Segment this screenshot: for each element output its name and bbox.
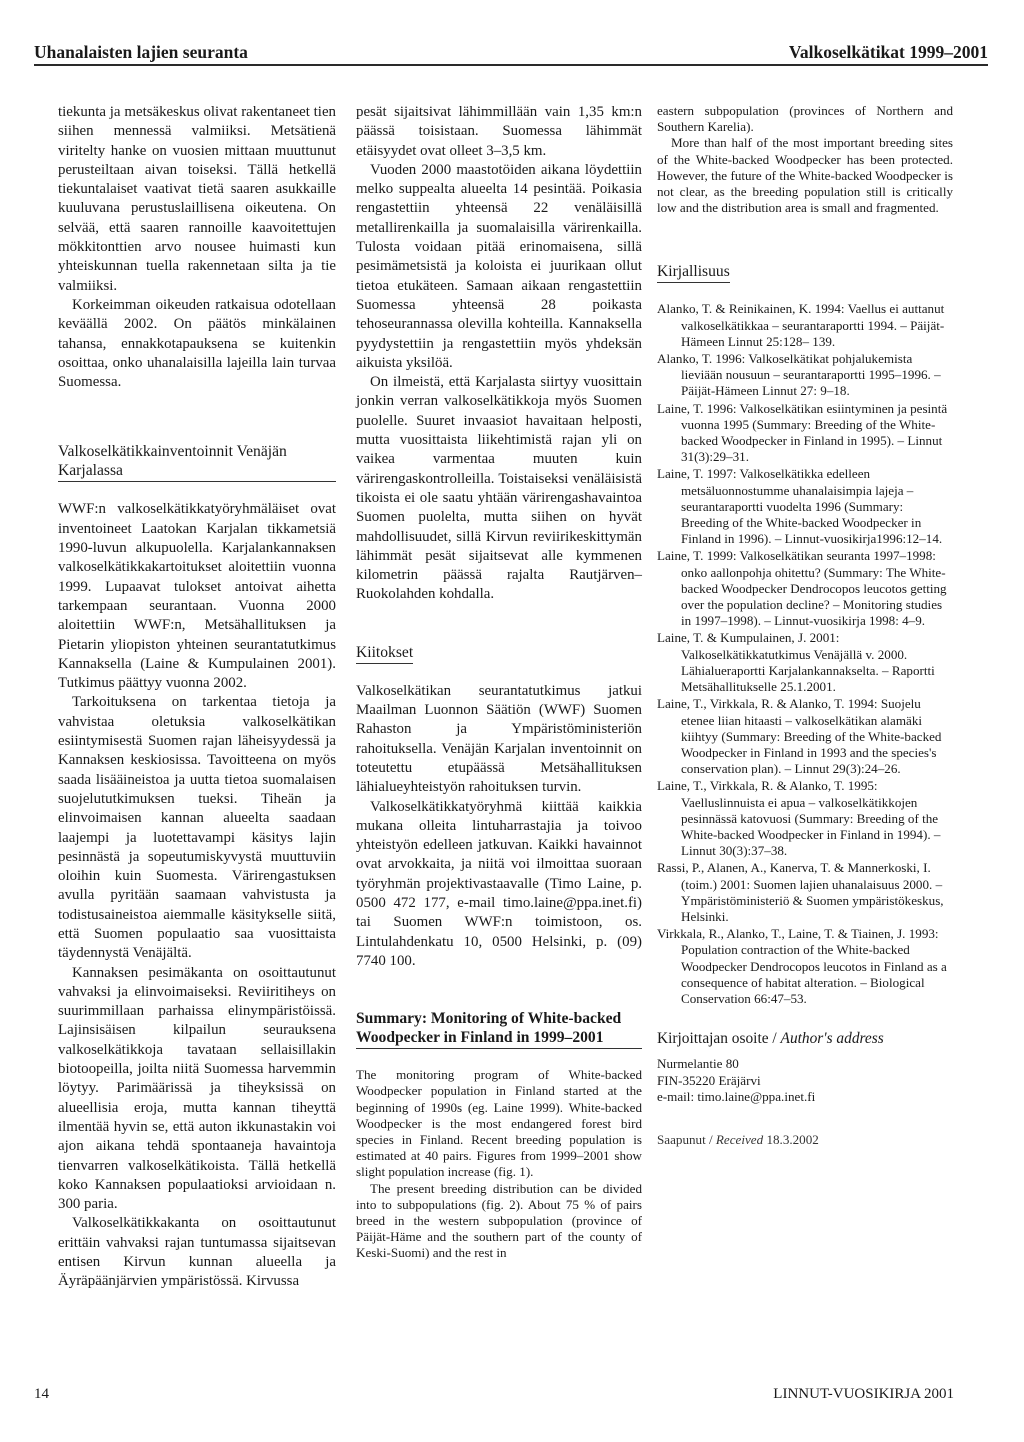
reference-item: Alanko, T. 1996: Valkoselkätikat pohjalukemista lieviään nousuun – seurantaraportti 1995–1996. – Päijät-Hämeen Linnut 27: 9–18. — [657, 351, 941, 399]
paragraph: Korkeimman oikeuden ratkaisua odotellaan keväällä 2002. On päätös minkälainen tahansa, ennakkotapauksena se kuitenkin osoittaa, onko uhanalaisilla lajeilla lain turvaa Suomessa. — [58, 296, 336, 391]
paragraph: Tarkoituksena on tarkentaa tietoja ja vahvistaa oletuksia valkoselkätikan esiintymisestä Suomen rajan läheisyydessä ja Kannaksen keskiosissa. Tavoitteena on myös saada lisääineistoa ja uutta tietoa suomalaisen suojelututkimuksen tueksi. Tiheän ja elinvoimaisen kannan alueelta saadaan laajempi ja luotettavampi käsitys lajin pesinnästä ja sopeutumiskyvystä muuttuviin oloihin kuin Suomesta. Värirengastuksen avulla pyritään saamaan vahvistusta ja todistusaineistoa aiemmalle käsitykselle siitä, että Suomen populaatio saa vuosittaista täydennystä Venäjältä. — [58, 694, 336, 962]
reference-item: Laine, T. & Kumpulainen, J. 2001: Valkoselkätikkatutkimus Venäjällä v. 2000. Lähialueraportti Karjalankannakselta. – Raportti Metsähallitukselle 25.1.2001. — [657, 630, 935, 695]
section-heading-kiitokset: Kiitokset — [356, 643, 642, 664]
paragraph: Valkoselkätikan seurantatutkimus jatkui Maailman Luonnon Säätiön (WWF) Suomen Rahaston ja Ympäristöministeriön rahoituksella. Venäjän Karjalan inventoinnit on toteutettu etupäässä Metsähallituksen lähialueyhteistyön rahoituksen turvin. — [356, 682, 642, 796]
summary-text — [356, 1067, 642, 1261]
journal-name: LINNUT-VUOSIKIRJA 2001 — [773, 1386, 954, 1402]
paragraph: The monitoring program of White-backed Woodpecker population in Finland started at the beginning of 1990s (eg. Laine 1999). White-backed Woodpecker is the most endangered forest bird species in Finland. Recent breeding population is estimated at 40 pairs. Figures from 1999–2001 show slight population increase (fig. 1). — [356, 1067, 642, 1180]
received-stamp: Saapunut / Received 18.3.2002 — [657, 1131, 819, 1147]
column-1 — [58, 103, 336, 1292]
paragraph: eastern subpopulation (provinces of Northern and Southern Karelia). — [657, 103, 953, 135]
section-heading-karjala: Valkoselkätikkainventoinnit Venäjän Karjalassa — [58, 442, 336, 482]
reference-item: Rassi, P., Alanen, A., Kanerva, T. & Mannerkoski, I.(toim.) 2001: Suomen lajien uhanalaisuus 2000. – Ympäristöministeriö & Suomen ympäristökeskus, Helsinki. — [657, 860, 944, 924]
paragraph: On ilmeistä, että Karjalasta siirtyy vuosittain jonkin verran valkoselkätikkoja myös Suomen puolelle. Suuret invaasiot havaitaan helposti, mutta vuosittaista liikehtimistä rajan yli on vaikea varmentaa muuten kuin värirengaskontrolleilla. Toistaiseksi venäläisistä tikoista ei ole saatu yhtään värirengashavaintoa Suomen puolelta, mutta siihen on hyvät mahdollisuudet, sillä Kirvun reviirikeskittymän lähimmät pesät sijaitsevat alle kymmenen kilometrin päässä rajalta Rautjärven–Ruokolahden kohdalla. — [356, 374, 642, 603]
paragraph: pesät sijaitsivat lähimmillään vain 1,35 km:n päässä toisistaan. Suomessa lähimmät etäisyydet ovat olleet 3–3,5 km. — [356, 104, 642, 159]
paragraph: The present breeding distribution can be divided into to subpopulations (fig. 2). About 75 % of pairs breed in the western subpopulation (province of Päijät-Häme and the southern part of the county of Keski-Suomi) and the rest in — [356, 1180, 642, 1261]
reference-item: Alanko, T. & Reinikainen, K. 1994: Vaellus ei auttanut valkoselkätikkaa – seurantaraportti 1994. – Päijät-Hämeen Linnut 25:128– 139. — [657, 301, 945, 349]
section-heading-kirjallisuus: Kirjallisuus — [657, 262, 953, 283]
section-heading-summary: Summary: Monitoring of White-backed Woodpecker in Finland in 1999–2001 — [356, 1009, 642, 1049]
address-heading: Kirjoittajan osoite / Author's address — [657, 1030, 884, 1048]
reference-item: Virkkala, R., Alanko, T., Laine, T. & Tiainen, J. 1993: Population contraction of the White-backed Woodpecker Dendrocopos leucotos in Finland as a consequence of habitat alteration. – Biological Conservation 66:47–53. — [657, 926, 947, 1006]
paragraph: More than half of the most important breeding sites of the White-backed Woodpecker has been protected. However, the future of the White-backed Woodpecker is not clear, as the breeding population still is critically low and the distribution area is small and fragmented. — [657, 135, 953, 216]
address-line: FIN-35220 Eräjärvi — [657, 1072, 761, 1088]
reference-item: Laine, T., Virkkala, R. & Alanko, T. 1994: Suojelu etenee liian hitaasti – valkoselkätikan alamäki kiihtyy (Summary: Breeding of the White-backed Woodpecker in Finland in 1993 and the species's conservation plan). – Linnut 29(3):24–26. — [657, 696, 942, 777]
header-section-title: Uhanalaisten lajien seuranta — [34, 42, 248, 62]
column-2 — [356, 103, 642, 1262]
email-line: e-mail: timo.laine@ppa.inet.fi — [657, 1089, 816, 1105]
paragraph: Valkoselkätikkatyöryhmä kiittää kaikkia mukana olleita lintuharrastajia ja toivoo yhteistyön edelleen jatkuvan. Kaikki havainnot ovat arvokkaita, ja niitä voi ilmoittaa suoraan työryhmän projektivastaavalle (Timo Laine, p. 0500 472 177, e-mail timo.laine@ppa.inet.fi) tai Suomen WWF:n toimistoon, os. Lintulahdenkatu 10, 0500 Helsinki, p. (09) 7740 100. — [356, 798, 642, 969]
running-header — [34, 34, 988, 66]
paragraph: Kannaksen pesimäkanta on osoittautunut vahvaksi ja elinvoimaiseksi. Reviiritiheys on suurimmillaan parhaissa elinympäristöissä. Lajinsisäisen kilpailun seurauksena valkoselkätikkoja tavataan sellaisillakin biotoopeilla, joilta niitä Suomessa harvemmin löytyy. Parimäärissä ja tiheyksissä on alueellisia eroja, mutta kannan tiheyttä ilmentää hyvin se, että auton ikkunastakin voi ajon aikana tehdä spontaaneja havaintoja tienvarren valkoselkätikoista. Tällä hetkellä koko Kannaksen populaatioksi arvioidaan n. 300 paria. — [58, 964, 336, 1213]
author-address — [657, 1029, 953, 1148]
reference-item: Laine, T. 1997: Valkoselkätikka edelleen metsäluonnostumme uhanalaisimpia lajeja – seurantaraportti vuodelta 1996 (Summary: Breeding of the White-backed Woodpecker in Finland in 1996). – Linnut-vuosikirja1996:12–14. — [657, 466, 943, 547]
paragraph: Valkoselkätikkakanta on osoittautunut erittäin vahvaksi rajan tuntumassa sijaitsevan entisen Kirvun kunnan alueella ja Äyräpäänjärvien ympäristössä. Kirvussa — [58, 1215, 336, 1290]
reference-list — [657, 301, 953, 1007]
address-line: Nurmelantie 80 — [657, 1056, 739, 1072]
paragraph: tiekunta ja metsäkeskus olivat rakentaneet tien siihen mennessä valmiiksi. Metsätienä viritelty hanke on vuosien mittaan muuttunut perusteiltaan aivan toiseksi. Tällä hetkellä tiekuntalaiset vaativat tietä saaren asukkaille kuuluvana perustuslaillisena oikeutena. On selvää, että saaren rannoille kaavoitettujen mökkitonttien arvo nousee huimasti kun yhteiskunnan tuella rakennetaan silta ja tie valmiiksi. — [58, 104, 336, 294]
reference-item: Laine, T., Virkkala, R. & Alanko, T. 1995: Vaelluslinnuista ei apua – valkoselkätikkojen pesinnässä katovuosi (Summary: Breeding of the White-backed Woodpecker in Finland in 1994). – Linnut 30(3):37–38. — [657, 778, 941, 859]
reference-item: Laine, T. 1999: Valkoselkätikan seuranta 1997–1998: onko aallonpohja ohitettu? (Summary: The White-backed Woodpecker Dendrocopos leucotos getting over the population decline? – Monitoring studies in 1997–1998). – Linnut-vuosikirja 1998: 4–9. — [657, 548, 947, 629]
column-3 — [657, 103, 953, 1148]
paragraph: Vuoden 2000 maastotöiden aikana löydettiin melko suppealta alueelta 14 pesintää. Poikasia rengastettiin yhteensä 22 venäläisillä metallirenkailla ja suomalaisilla värirenkailla. Tulosta voidaan pitää erinomaisena, sillä pesimämetsistä ja koloista ei juurikaan ollut tietoa etukäteen. Samaan aikaan rengastettiin Suomessa yhteensä 28 poikasta tehoseurannassa olevilla kohteilla. Kannaksella pyydystettiin ja rengastettiin myös yhdeksän aikuista yksilöä. — [356, 161, 642, 371]
paragraph: WWF:n valkoselkätikkatyöryhmäläiset ovat inventoineet Laatokan Karjalan tikkametsiä 1990-luvun alkupuolella. Karjalankannaksen valkoselkätikkakartoitukset aloitettiin vuonna 1999. Lupaavat tulokset antoivat aihetta tarkempaan seurantaan. Vuonna 2000 aloitettiin WWF:n, Metsähallituksen ja Pietarin yliopiston yhteinen seurantatutkimus Kannaksella (Laine & Kumpulainen 2001). Tutkimus päättyy vuonna 2002. — [58, 501, 336, 692]
reference-item: Laine, T. 1996: Valkoselkätikan esiintyminen ja pesintä vuonna 1995 (Summary: Breeding of the White-backed Woodpecker in Finland in 1995). – Linnut 31(3):29–31. — [657, 400, 948, 465]
page-number: 14 — [34, 1386, 49, 1402]
header-article-title: Valkoselkätikat 1999–2001 — [788, 42, 988, 62]
